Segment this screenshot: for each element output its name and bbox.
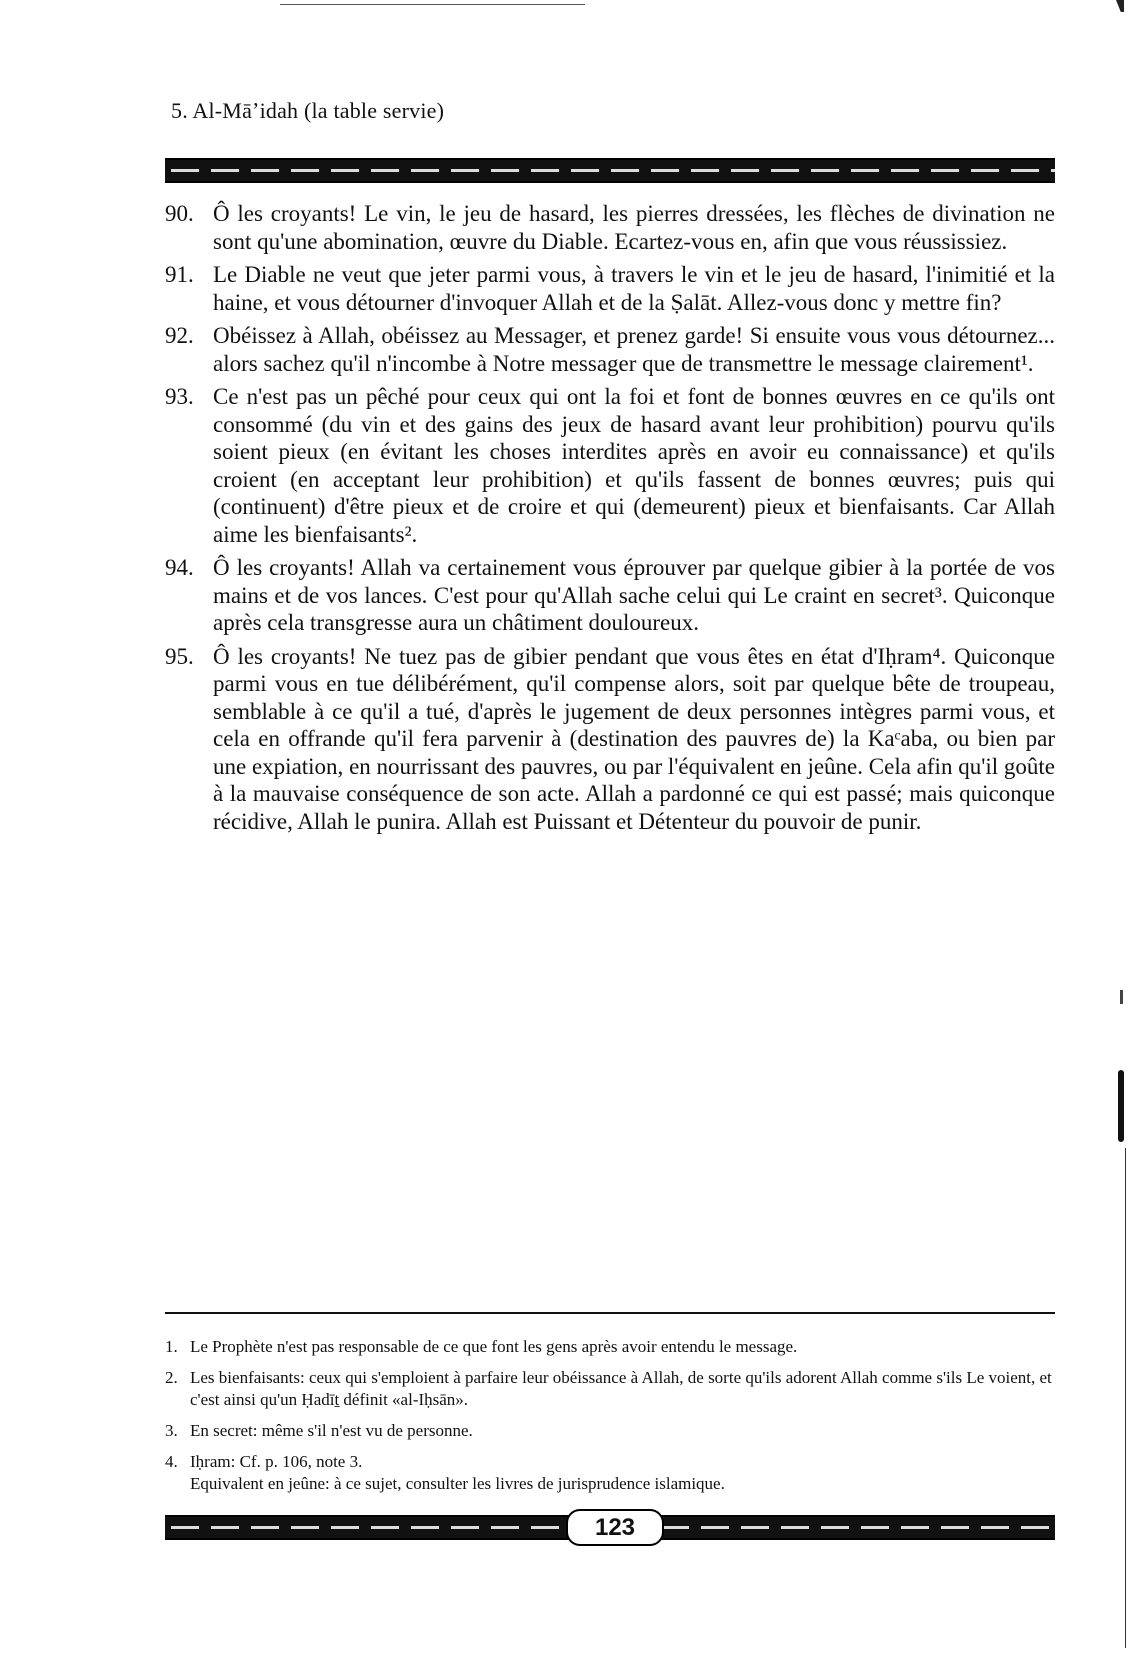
ornamental-band-bottom-left — [165, 1515, 570, 1540]
verse-number: 91. — [165, 262, 194, 287]
verse-91 — [165, 261, 1055, 316]
footnote-2 — [165, 1367, 1055, 1411]
page-number: 123 — [566, 1509, 664, 1546]
ornamental-band-bottom-right — [655, 1515, 1055, 1540]
verse-number: 93. — [165, 384, 194, 409]
scan-edge-mark — [1120, 990, 1123, 1004]
verse-number: 94. — [165, 555, 194, 580]
footnotes-list — [165, 1336, 1055, 1504]
footnote-1 — [165, 1336, 1055, 1358]
verse-text: Ô les croyants! Ne tuez pas de gibier pendant que vous êtes en état d'Iḥram⁴. Quiconque parmi vous en tue délibérément, qu'il compense alors, soit par quelque bête de troupeau, semblable à ce qu'il a tué, d'après le jugement de deux personnes intègres parmi vous, et cela en offrande qu'il fera parvenir à (destination des pauvres de) la Kaᶜaba, ou bien par une expiation, en nourrissant des pauvres, ou par l'équivalent en jeûne. Cela afin qu'il goûte à la mauvaise conséquence de son acte. Allah a pardonné ce qui est passé; mais quiconque récidive, Allah le punira. Allah est Puissant et Détenteur du pouvoir de punir. — [213, 643, 1055, 834]
scan-edge-line — [1125, 1148, 1126, 1648]
footnote-number: 3. — [165, 1421, 178, 1440]
footnote-number: 1. — [165, 1337, 178, 1356]
footnote-rule — [165, 1312, 1055, 1314]
footnote-text: Les bienfaisants: ceux qui s'emploient à parfaire leur obéissance à Allah, de sorte qu'ils adorent Allah comme s'ils Le voient, et c'est ainsi qu'un Ḥadīṯ définit «al-Iḥsān». — [190, 1368, 1052, 1409]
corner-mark — [1116, 0, 1124, 12]
running-header: 5. Al-Māʼidah (la table servie) — [171, 98, 445, 123]
verse-number: 92. — [165, 323, 194, 348]
verse-text: Obéissez à Allah, obéissez au Messager, et prenez garde! Si ensuite vous vous détournez... alors sachez qu'il n'incombe à Notre messager que de transmettre le message clairement¹. — [213, 323, 1055, 376]
footnote-text: Le Prophète n'est pas responsable de ce que font les gens après avoir entendu le message. — [190, 1337, 798, 1356]
verses-list — [165, 200, 1055, 841]
footnote-3 — [165, 1420, 1055, 1442]
footnote-4 — [165, 1451, 1055, 1495]
verse-text: Ô les croyants! Allah va certainement vous éprouver par quelque gibier à la portée de vos mains et de vos lances. C'est pour qu'Allah sache celui qui Le craint en secret³. Quiconque après cela transgresse aura un châtiment douloureux. — [213, 555, 1055, 635]
footnote-number: 4. — [165, 1452, 178, 1471]
verse-text: Ce n'est pas un pêché pour ceux qui ont la foi et font de bonnes œuvres en ce qu'ils ont consommé (du vin et des gains des jeux de hasard avant leur prohibition) pourvu qu'ils soient pieux (en évitant les choses interdites après en avoir eu connaissance) et qu'ils croient (en acceptant leur prohibition) et qu'ils fassent de bonnes œuvres; puis qui (continuent) d'être pieux et de croire et qui (demeurent) pieux et bienfaisants. Car Allah aime les bienfaisants². — [213, 384, 1055, 547]
scan-edge-bar — [1118, 1070, 1124, 1142]
footnote-text: En secret: même s'il n'est vu de personne. — [190, 1421, 473, 1440]
verse-text: Le Diable ne veut que jeter parmi vous, à travers le vin et le jeu de hasard, l'inimitié et la haine, et vous détourner d'invoquer Allah et de la Ṣalāt. Allez-vous donc y mettre fin? — [213, 262, 1055, 315]
verse-90 — [165, 200, 1055, 255]
verse-number: 90. — [165, 201, 194, 226]
verse-number: 95. — [165, 643, 194, 669]
footnote-text: Iḥram: Cf. p. 106, note 3. Equivalent en jeûne: à ce sujet, consulter les livres de jurisprudence islamique. — [190, 1452, 725, 1493]
verse-93 — [165, 383, 1055, 548]
footnote-number: 2. — [165, 1368, 178, 1387]
verse-95 — [165, 643, 1055, 836]
verse-92 — [165, 322, 1055, 377]
verse-94 — [165, 554, 1055, 637]
verse-text: Ô les croyants! Le vin, le jeu de hasard, les pierres dressées, les flèches de divination ne sont qu'une abomination, œuvre du Diable. Ecartez-vous en, afin que vous réussissiez. — [213, 201, 1055, 254]
top-rule — [280, 4, 585, 5]
ornamental-band-top — [165, 158, 1055, 183]
